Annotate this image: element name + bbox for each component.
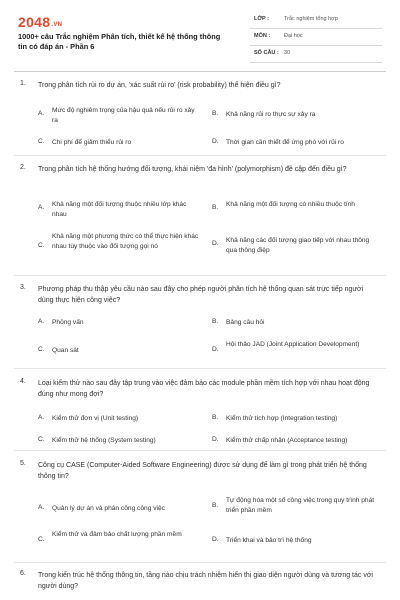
option-text: Quản lý dự án và phân công công việc	[52, 505, 165, 512]
header-divider	[14, 71, 386, 72]
option-text: Kiểm thử và đảm bảo chất lượng phần mềm	[52, 531, 182, 538]
option-letter: C.	[38, 536, 45, 543]
meta-value-count: 30	[284, 50, 291, 56]
option-text: Thời gian cần thiết để ứng phó với rủi ro	[226, 139, 344, 146]
option-letter: A.	[38, 110, 45, 117]
question-text: Loại kiểm thử nào sau đây tập trung vào việc đảm bảo các module phần mềm tích hợp với nhau hoạt động đúng như mong đợi?	[38, 380, 370, 398]
option-letter: D.	[212, 536, 219, 543]
question-divider	[14, 368, 386, 369]
question-divider	[14, 155, 386, 156]
meta-value-class[interactable]: Trắc nghiệm tổng hợp	[284, 16, 338, 22]
question-number: 4.	[20, 378, 26, 385]
option-letter: C.	[38, 436, 45, 443]
meta-value-subject[interactable]: Đại học	[284, 33, 303, 39]
option-text: Khả năng một đối tượng thuộc nhiều lớp khác nhau	[52, 201, 187, 218]
option-text: Kiểm thử tích hợp (Integration testing)	[226, 415, 338, 422]
option-text: Khả năng rủi ro thực sự xảy ra	[226, 111, 316, 118]
option-text: Quan sát	[52, 347, 79, 354]
option-letter: B.	[212, 204, 219, 211]
logo-suffix[interactable]: .VN	[51, 22, 63, 28]
option-letter: A.	[38, 504, 45, 511]
question-number: 2.	[20, 164, 26, 171]
option-letter: B.	[212, 414, 219, 421]
option-text: Khả năng một đối tượng có nhiều thuộc tính	[226, 201, 355, 208]
option-text: Kiểm thử đơn vị (Unit testing)	[52, 415, 139, 422]
question-divider	[14, 450, 386, 451]
meta-row-subject	[250, 29, 382, 46]
option-text: Kiểm thử chấp nhận (Acceptance testing)	[226, 437, 348, 444]
option-text: Chi phí để giảm thiểu rủi ro	[52, 139, 132, 146]
meta-row-count	[250, 46, 382, 63]
option-text: Hội thảo JAD (Joint Application Development)	[226, 341, 360, 348]
question-number: 3.	[20, 284, 26, 291]
option-text: Triển khai và bảo trì hệ thống	[226, 537, 312, 544]
question-divider	[14, 275, 386, 276]
option-letter: D.	[212, 138, 219, 145]
meta-label-count: SỐ CÂU :	[254, 50, 279, 56]
question-number: 6.	[20, 570, 26, 577]
option-letter: C.	[38, 346, 45, 353]
option-text: Kiểm thử hệ thống (System testing)	[52, 437, 156, 444]
option-letter: C.	[38, 138, 45, 145]
option-letter: C.	[38, 242, 45, 249]
question-text: Công cụ CASE (Computer-Aided Software Engineering) được sử dụng để làm gì trong phát triển hệ thống thông tin?	[38, 462, 367, 480]
question-text: Trong kiến trúc hệ thống thông tin, tầng nào chịu trách nhiệm hiển thị giao diện người dùng và tương tác với người dùng?	[38, 572, 373, 590]
option-text: Mức độ nghiêm trọng của hậu quả nếu rủi ro xảy ra	[52, 107, 195, 124]
document-title: 1000+ câu Trắc nghiệm Phân tích, thiết kế hệ thống thông tin có đáp án - Phần 6	[18, 32, 221, 51]
logo-text[interactable]: 2048	[18, 14, 51, 30]
option-letter: B.	[212, 318, 219, 325]
question-text: Trong phân tích rủi ro dự án, 'xác suất rủi ro' (risk probability) thể hiện điều gì?	[38, 82, 281, 89]
option-text: Khả năng các đối tượng giao tiếp với nhau thông qua thông điệp	[226, 237, 370, 254]
question-number: 5.	[20, 460, 26, 467]
option-letter: D.	[212, 240, 219, 247]
option-text: Tự động hóa một số công việc trong quy trình phát triển phần mềm	[226, 497, 375, 514]
option-letter: A.	[38, 318, 45, 325]
meta-label-class: LỚP :	[254, 16, 269, 22]
question-number: 1.	[20, 80, 26, 87]
page-header	[0, 0, 400, 70]
option-letter: B.	[212, 502, 219, 509]
question-text: Trong phân tích hệ thống hướng đối tượng, khái niệm 'đa hình' (polymorphism) đề cập đến điều gì?	[38, 166, 347, 173]
option-text: Bảng câu hỏi	[226, 319, 265, 326]
question-text: Phương pháp thu thập yêu cầu nào sau đây cho phép người phân tích hệ thống quan sát trực tiếp người dùng thực hiện công việc?	[38, 286, 364, 304]
option-text: Phỏng vấn	[52, 319, 84, 326]
meta-label-subject: MÔN :	[254, 33, 271, 39]
question-divider	[14, 562, 386, 563]
option-letter: A.	[38, 414, 45, 421]
meta-row-class	[250, 12, 382, 29]
option-text: Khả năng một phương thức có thể thực hiện khác nhau tùy thuộc vào đối tượng gọi nó	[52, 233, 199, 250]
option-letter: B.	[212, 110, 219, 117]
option-letter: A.	[38, 204, 45, 211]
option-letter: D.	[212, 346, 219, 353]
site-logo[interactable]	[18, 14, 62, 30]
document-meta-table	[250, 12, 382, 63]
option-letter: D.	[212, 436, 219, 443]
